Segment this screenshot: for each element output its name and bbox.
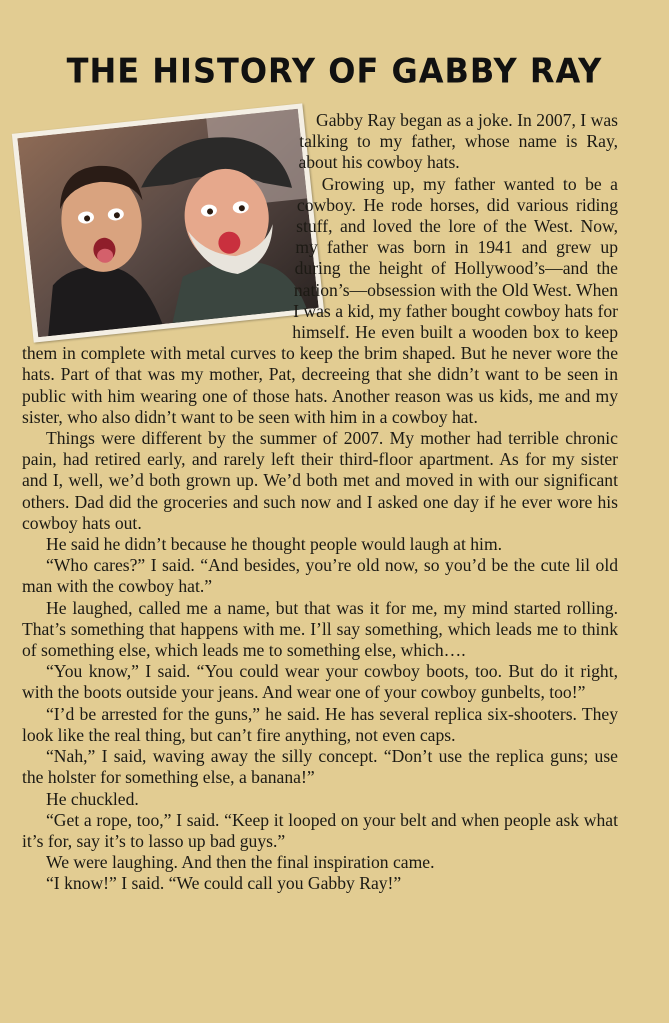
paragraph: “Who cares?” I said. “And besides, you’re old now, so you’d be the cute lil old man with the cowboy hat.” bbox=[22, 555, 618, 597]
paragraph: We were laughing. And then the final inspiration came. bbox=[46, 852, 435, 873]
paragraph: “You know,” I said. “You could wear your cowboy boots, too. But do it right, with the boots outside your jeans. And wear one of your cowboy gunbelts, too!” bbox=[22, 661, 618, 703]
paragraph: “I’d be arrested for the guns,” he said. He has several replica six-shooters. They look like the real thing, but can’t fire anything, not even caps. bbox=[22, 703, 618, 745]
paragraph: He said he didn’t because he thought people would laugh at him. bbox=[46, 534, 503, 555]
paragraph: “I know!” I said. “We could call you Gabby Ray!” bbox=[46, 873, 402, 894]
article-body bbox=[22, 110, 618, 895]
paragraph: He chuckled. bbox=[46, 788, 139, 809]
paragraph: He laughed, called me a name, but that was it for me, my mind started rolling. That’s something that happens with me. I’ll say something, which leads me to think of something else, which leads me to something else, which…. bbox=[22, 597, 618, 661]
paragraph: “Get a rope, too,” I said. “Keep it looped on your belt and when people ask what it’s for, say it’s to lasso up bad guys.” bbox=[22, 809, 618, 851]
paragraph: Growing up, my father wanted to be a cowboy. He rode horses, did various riding stuff, and loved the lore of the West. Now, my father was born in 1941 and grew up during the height of Hollywood’s—and the nation’s—obsession with the Old West. When I was a kid, my father bought cowboy hats for himself. He even built a wooden box to keep them in complete with metal curves to keep the brim shaped. But he never wore the hats. Part of that was my mother, Pat, decreeing that she didn’t want to be seen in public with him wearing one of those hats. Another reason was us kids, me and my sister, who also didn’t want to be seen with him in a cowboy hat. bbox=[22, 173, 618, 427]
paragraph: Gabby Ray began as a joke. In 2007, I was talking to my father, whose name is Ray, about his cowboy hats. bbox=[298, 110, 618, 173]
paragraph: “Nah,” I said, waving away the silly concept. “Don’t use the replica guns; use the holster for something else, a banana!” bbox=[22, 746, 618, 788]
paragraph: Things were different by the summer of 2007. My mother had terrible chronic pain, had retired early, and rarely left their third-floor apartment. As for my sister and I, well, we’d both grown up. We’d both met and moved in with our significant others. Dad did the groceries and such now and I asked one day if he ever wore his cowboy hats out. bbox=[22, 428, 618, 533]
page-title: THE HISTORY OF GABBY RAY bbox=[66, 51, 603, 91]
photo-wrap-spacer bbox=[22, 110, 300, 340]
